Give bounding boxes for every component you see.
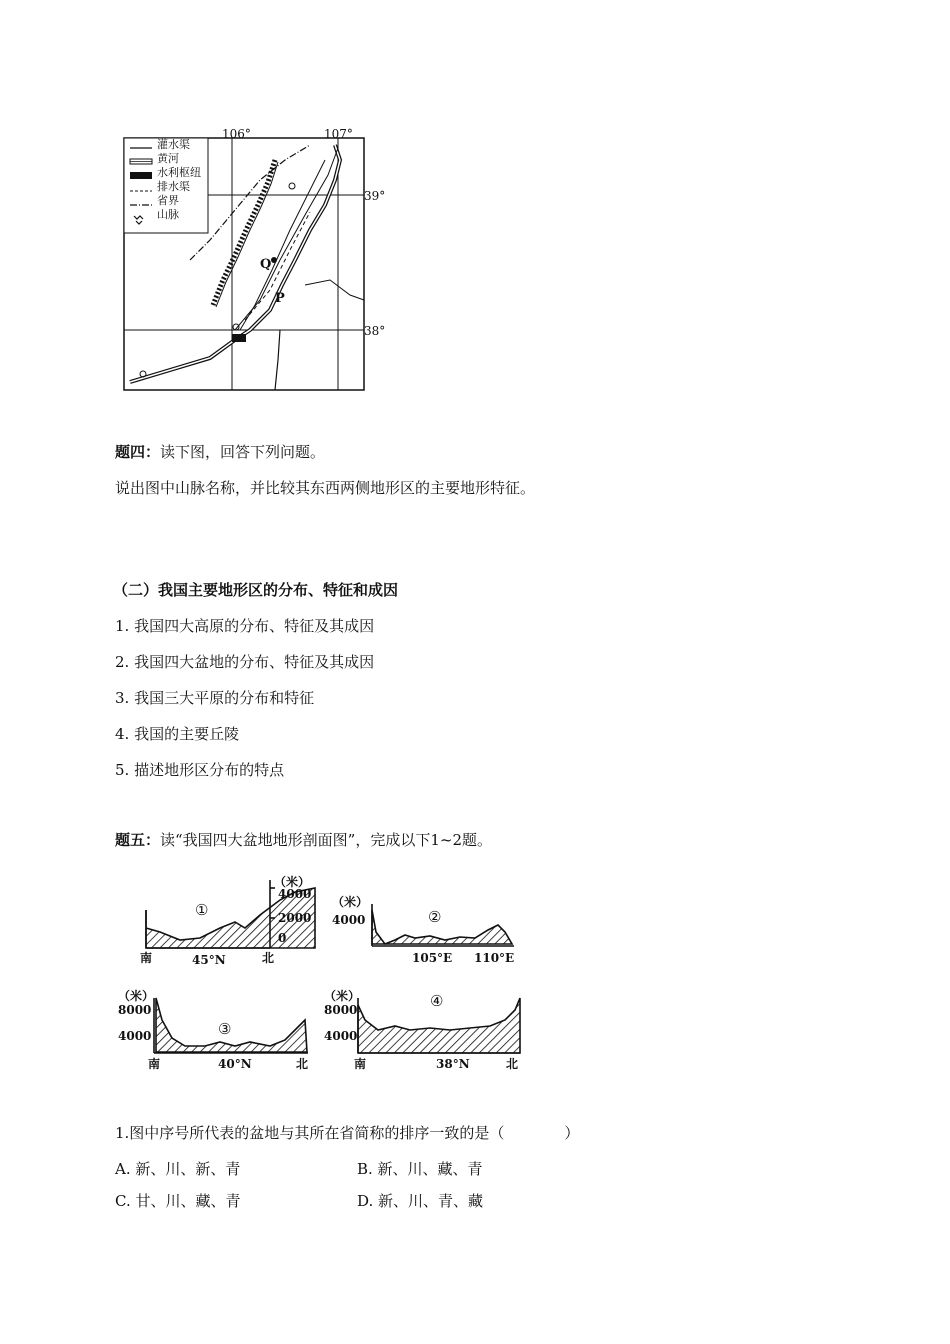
legend-drainage: 排水渠	[157, 180, 190, 193]
profile-4-tick-8000: 8000	[324, 1003, 358, 1017]
profile-3-unit: （米）	[118, 989, 155, 1003]
profile-3-tick-4000: 4000	[118, 1029, 152, 1043]
list-item: 2. 我国四大盆地的分布、特征及其成因	[115, 653, 375, 671]
q5-heading	[115, 830, 492, 850]
map-point-p: P	[275, 291, 285, 306]
q4-question: 说出图中山脉名称，并比较其东西两侧地形区的主要地形特征。	[115, 479, 536, 497]
profile-2-tick-4000: 4000	[332, 913, 366, 927]
profile-2-number: ②	[428, 908, 442, 926]
q5-label: 题五：	[115, 831, 161, 849]
profile-3-number: ③	[218, 1020, 232, 1038]
map-point-q: Q	[260, 257, 272, 272]
profile-4-unit: （米）	[324, 989, 361, 1003]
legend-canal: 灌水渠	[157, 138, 190, 151]
q5-text: 读“我国四大盆地地形剖面图”，完成以下1~2题。	[160, 831, 493, 849]
lon-label-106: 106°	[222, 127, 251, 141]
legend-dam: 水利枢纽	[157, 166, 201, 179]
lat-label-39: 39°	[364, 189, 386, 203]
profile-3-lat: 40°N	[218, 1057, 252, 1071]
profile-1-unit: （米）	[274, 875, 311, 889]
profile-3-south: 南	[148, 1057, 161, 1071]
profile-4-tick-4000: 4000	[324, 1029, 358, 1043]
list-item: 1. 我国四大高原的分布、特征及其成因	[115, 617, 375, 635]
mcq-option-d[interactable]: D. 新、川、青、藏	[357, 1192, 484, 1210]
basin-profiles-figure	[110, 870, 540, 1080]
profile-2-lon-105: 105°E	[412, 951, 453, 965]
list-item: 4. 我国的主要丘陵	[115, 725, 240, 743]
profile-4-south: 南	[354, 1057, 367, 1071]
profile-1-tick-0: 0	[278, 931, 287, 945]
profile-2-unit: （米）	[332, 895, 369, 909]
list-item: 3. 我国三大平原的分布和特征	[115, 689, 315, 707]
profile-3-north: 北	[296, 1057, 309, 1071]
profile-3-tick-8000: 8000	[118, 1003, 152, 1017]
lat-label-38: 38°	[364, 324, 386, 338]
q4-label: 题四：	[115, 443, 161, 461]
profile-1-number: ①	[195, 901, 209, 919]
lon-label-107: 107°	[324, 127, 353, 141]
legend-province: 省界	[157, 194, 179, 207]
profile-1	[140, 874, 315, 967]
profile-2	[332, 894, 514, 965]
list-item: 5. 描述地形区分布的特点	[115, 761, 285, 779]
profile-4-number: ④	[430, 992, 444, 1010]
profile-1-north: 北	[262, 951, 275, 965]
legend-yellow-river: 黄河	[157, 152, 179, 165]
mcq-option-b[interactable]: B. 新、川、藏、青	[357, 1160, 483, 1178]
profile-2-lon-110: 110°E	[474, 951, 515, 965]
mcq-question: 1.图中序号所代表的盆地与其所在省简称的排序一致的是（ ）	[115, 1124, 580, 1142]
mcq-option-a[interactable]: A. 新、川、新、青	[115, 1160, 241, 1178]
profile-1-south: 南	[140, 951, 153, 965]
profile-1-tick-2000: 2000	[278, 911, 312, 925]
legend-mountain: 山脉	[157, 208, 179, 221]
section-title: （二）我国主要地形区的分布、特征和成因	[113, 581, 399, 599]
profile-4-lat: 38°N	[436, 1057, 470, 1071]
profile-4-north: 北	[506, 1057, 519, 1071]
profile-1-lat: 45°N	[192, 953, 226, 967]
map-figure	[110, 120, 400, 400]
q4-heading	[115, 442, 325, 462]
mcq-option-c[interactable]: C. 甘、川、藏、青	[115, 1192, 241, 1210]
profile-3	[118, 988, 308, 1071]
profile-1-tick-4000: 4000	[278, 887, 312, 901]
profile-4	[324, 988, 520, 1071]
q4-text: 读下图，回答下列问题。	[160, 443, 326, 461]
